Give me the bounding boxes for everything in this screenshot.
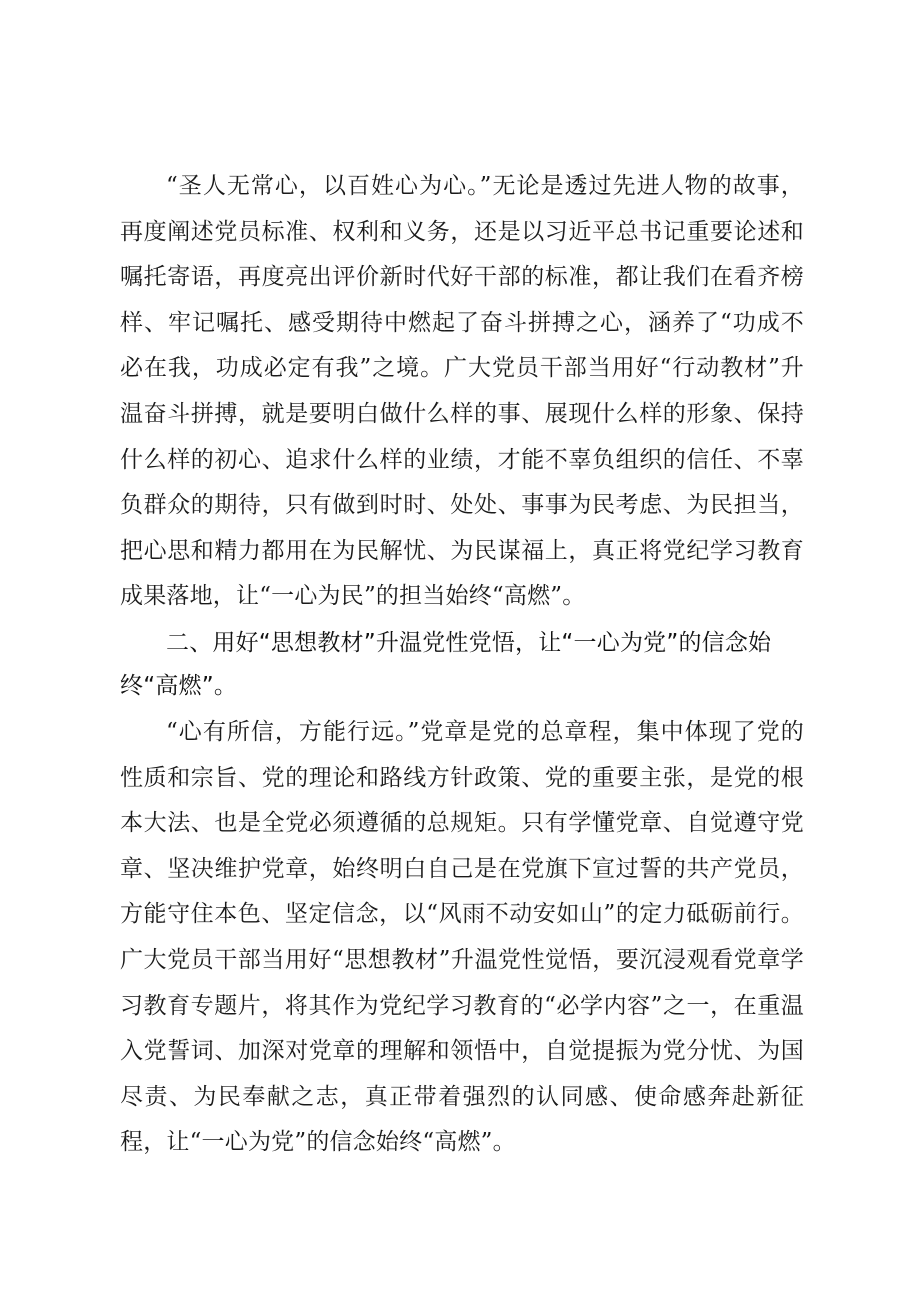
section-heading-two: 二、用好“思想教材”升温党性党悟，让“一心为党”的信念始终“高燃”。	[120, 629, 772, 699]
paragraph-thought-textbook: “心有所信，方能行远。”党章是党的总章程，集中体现了党的性质和宗旨、党的理论和路线方针政策、党的重要主张，是党的根本大法、也是全党必须遵循的总规矩。只有学懂党章、自觉遵守党章、坚决维护党章，始终明白自己是在党旗下宣过誓的共产党员，方能守住本色、坚定信念，以“风雨不动安如山”的定力砥砺前行。广大党员干部当用好“思想教材”升温党性觉悟，要沉浸观看党章学习教育专题片，将其作为党纪学习教育的“必学内容”之一，在重温入党誓词、加深对党章的理解和领悟中，自觉提振为党分忧、为国尽责、为民奉献之志，真正带着强烈的认同感、使命感奔赴新征程，让“一心为党”的信念始终“高燃”。	[120, 718, 804, 1156]
paragraph-action-textbook: “圣人无常心，以百姓心为心。”无论是透过先进人物的故事，再度阐述党员标准、权利和义务，还是以习近平总书记重要论述和嘱托寄语，再度亮出评价新时代好干部的标准，都让我们在看齐榜样、牢记嘱托、感受期待中燃起了奋斗拼搏之心，涵养了“功成不必在我，功成必定有我”之境。广大党员干部当用好“行动教材”升温奋斗拼搏，就是要明白做什么样的事、展现什么样的形象、保持什么样的初心、追求什么样的业绩，才能不辜负组织的信任、不辜负群众的期待，只有做到时时、处处、事事为民考虑、为民担当，把心思和精力都用在为民解忧、为民谋福上，真正将党纪学习教育成果落地，让“一心为民”的担当始终“高燃”。	[120, 173, 804, 610]
document-body	[120, 164, 804, 1166]
